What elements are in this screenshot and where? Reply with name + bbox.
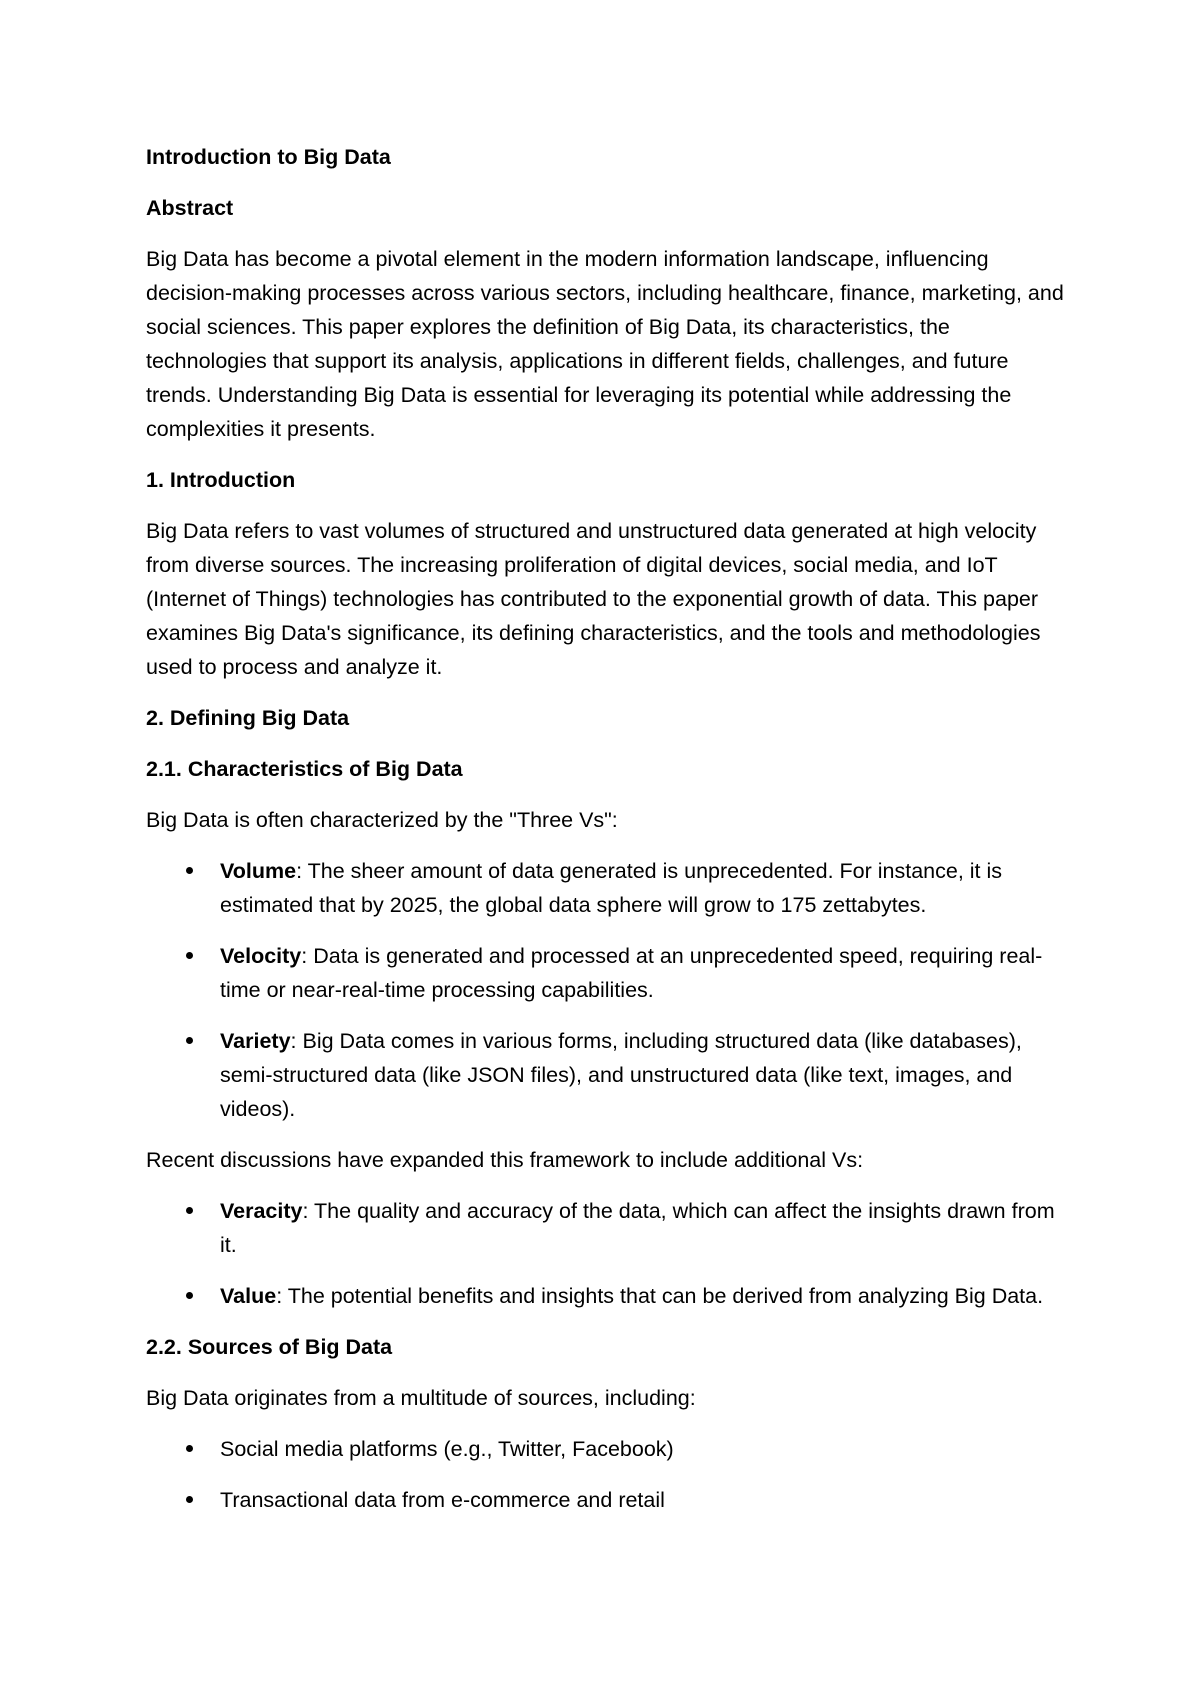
list-item bbox=[146, 1024, 1066, 1126]
sources-intro: Big Data originates from a multitude of sources, including: bbox=[146, 1386, 696, 1410]
abstract-paragraph: Big Data has become a pivotal element in the modern information landscape, influencing decision-making processes across various sectors, including healthcare, finance, marketing, and social sciences. This paper explores the definition of Big Data, its characteristics, the technologies that support its analysis, applications in different fields, challenges, and future trends. Understanding Big Data is essential for leveraging its potential while addressing the complexities it presents. bbox=[146, 247, 1064, 441]
bullet-icon bbox=[186, 1445, 193, 1452]
bullet-icon bbox=[186, 1496, 193, 1503]
section-2-1-heading: 2.1. Characteristics of Big Data bbox=[146, 757, 463, 781]
three-vs-intro: Big Data is often characterized by the "Three Vs": bbox=[146, 808, 618, 832]
abstract-heading: Abstract bbox=[146, 196, 234, 220]
additional-vs-intro: Recent discussions have expanded this framework to include additional Vs: bbox=[146, 1148, 864, 1172]
term-veracity: Veracity bbox=[220, 1199, 303, 1223]
section-2-heading: 2. Defining Big Data bbox=[146, 706, 350, 730]
term-volume-description: : The sheer amount of data generated is unprecedented. For instance, it is estimated that by 2025, the global data sphere will grow to 175 zettabytes. bbox=[220, 859, 1003, 917]
section-2-2-heading: 2.2. Sources of Big Data bbox=[146, 1335, 393, 1359]
bullet-icon bbox=[186, 867, 193, 874]
source-transactional: Transactional data from e-commerce and retail bbox=[220, 1488, 665, 1512]
section-1-heading: 1. Introduction bbox=[146, 468, 296, 492]
list-item bbox=[146, 1279, 1066, 1313]
term-value: Value bbox=[220, 1284, 277, 1308]
term-variety-description: : Big Data comes in various forms, including structured data (like databases), semi-structured data (like JSON files), and unstructured data (like text, images, and videos). bbox=[220, 1029, 1022, 1121]
term-volume: Volume bbox=[220, 859, 297, 883]
source-social-media: Social media platforms (e.g., Twitter, Facebook) bbox=[220, 1437, 674, 1461]
list-item bbox=[146, 1432, 1066, 1466]
document-title: Introduction to Big Data bbox=[146, 145, 391, 169]
list-item bbox=[146, 854, 1066, 922]
term-veracity-description: : The quality and accuracy of the data, which can affect the insights drawn from it. bbox=[220, 1199, 1055, 1257]
section-1-paragraph: Big Data refers to vast volumes of structured and unstructured data generated at high velocity from diverse sources. The increasing proliferation of digital devices, social media, and IoT (Internet of Things) technologies has contributed to the exponential growth of data. This paper examines Big Data's significance, its defining characteristics, and the tools and methodologies used to process and analyze it. bbox=[146, 519, 1041, 679]
bullet-icon bbox=[186, 952, 193, 959]
term-velocity: Velocity bbox=[220, 944, 302, 968]
bullet-icon bbox=[186, 1292, 193, 1299]
document-page bbox=[146, 140, 1066, 1534]
list-item bbox=[146, 939, 1066, 1007]
sources-list bbox=[146, 1432, 1066, 1517]
list-item bbox=[146, 1483, 1066, 1517]
term-variety: Variety bbox=[220, 1029, 291, 1053]
three-vs-list bbox=[146, 854, 1066, 1126]
bullet-icon bbox=[186, 1037, 193, 1044]
list-item bbox=[146, 1194, 1066, 1262]
additional-vs-list bbox=[146, 1194, 1066, 1313]
bullet-icon bbox=[186, 1207, 193, 1214]
term-value-description: : The potential benefits and insights that can be derived from analyzing Big Data. bbox=[276, 1284, 1044, 1308]
term-velocity-description: : Data is generated and processed at an unprecedented speed, requiring real-time or near-real-time processing capabilities. bbox=[220, 944, 1043, 1002]
